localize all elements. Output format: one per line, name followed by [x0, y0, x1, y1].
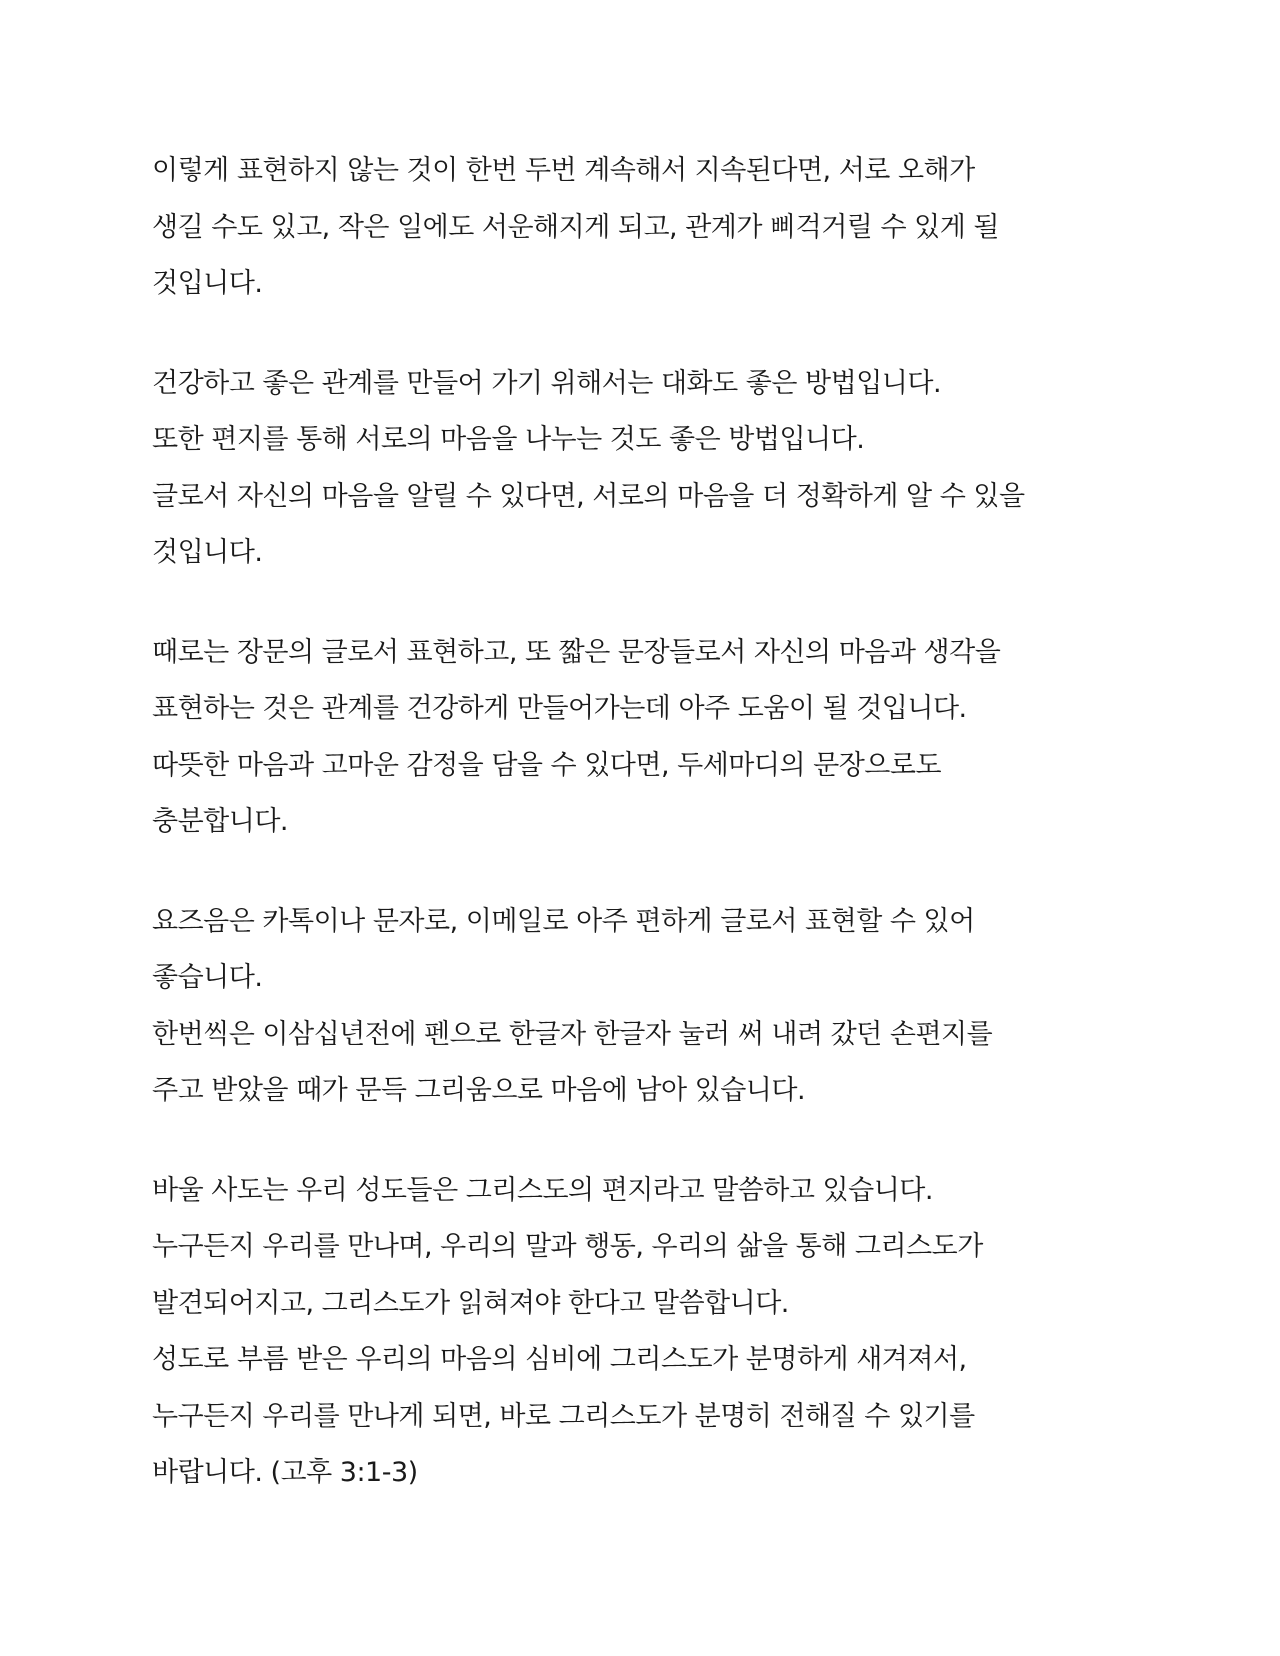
paragraph-4 — [152, 894, 1152, 1120]
document-body — [152, 143, 1152, 1502]
text-line: 글로서 자신의 마음을 알릴 수 있다면, 서로의 마음을 더 정확하게 알 수 있을 — [152, 480, 1025, 512]
text-line: 표현하는 것은 관계를 건강하게 만들어가는데 아주 도움이 될 것입니다. — [152, 693, 967, 724]
text-line: 누구든지 우리를 만나게 되면, 바로 그리스도가 분명히 전해질 수 있기를 — [152, 1400, 975, 1432]
paragraph-5 — [152, 1163, 1152, 1502]
paragraph-1 — [152, 143, 1152, 313]
text-line: 건강하고 좋은 관계를 만들어 가기 위해서는 대화도 좋은 방법입니다. — [152, 367, 942, 399]
text-line: 또한 편지를 통해 서로의 마음을 나누는 것도 좋은 방법입니다. — [152, 424, 865, 455]
paragraph-spacer — [152, 582, 1152, 625]
text-line: 충분합니다. — [152, 806, 288, 837]
paragraph-2 — [152, 356, 1152, 582]
paragraph-spacer — [152, 1120, 1152, 1163]
text-line: 것입니다. — [152, 268, 263, 299]
text-line: 때로는 장문의 글로서 표현하고, 또 짧은 문장들로서 자신의 마음과 생각을 — [152, 636, 1001, 668]
text-line: 요즈음은 카톡이나 문자로, 이메일로 아주 편하게 글로서 표현할 수 있어 — [152, 905, 975, 937]
text-line: 한번씩은 이삼십년전에 펜으로 한글자 한글자 눌러 써 내려 갔던 손편지를 — [152, 1018, 993, 1050]
text-line: 좋습니다. — [152, 962, 263, 993]
paragraph-spacer — [152, 851, 1152, 894]
text-line: 누구든지 우리를 만나며, 우리의 말과 행동, 우리의 삶을 통해 그리스도가 — [152, 1231, 983, 1262]
text-line: 생길 수도 있고, 작은 일에도 서운해지게 되고, 관계가 삐걱거릴 수 있게 될 — [152, 211, 999, 243]
paragraph-3 — [152, 625, 1152, 851]
paragraph-spacer — [152, 313, 1152, 356]
text-line: 바랍니다. (고후 3:1-3) — [152, 1457, 418, 1488]
text-line: 이렇게 표현하지 않는 것이 한번 두번 계속해서 지속된다면, 서로 오해가 — [152, 155, 975, 186]
text-line: 발견되어지고, 그리스도가 읽혀져야 한다고 말씀합니다. — [152, 1287, 789, 1319]
text-line: 바울 사도는 우리 성도들은 그리스도의 편지라고 말씀하고 있습니다. — [152, 1174, 933, 1206]
text-line: 성도로 부름 받은 우리의 마음의 심비에 그리스도가 분명하게 새겨져서, — [152, 1344, 967, 1375]
text-line: 따뜻한 마음과 고마운 감정을 담을 수 있다면, 두세마디의 문장으로도 — [152, 749, 942, 781]
text-line: 것입니다. — [152, 537, 263, 568]
text-line: 주고 받았을 때가 문득 그리움으로 마음에 남아 있습니다. — [152, 1075, 806, 1106]
